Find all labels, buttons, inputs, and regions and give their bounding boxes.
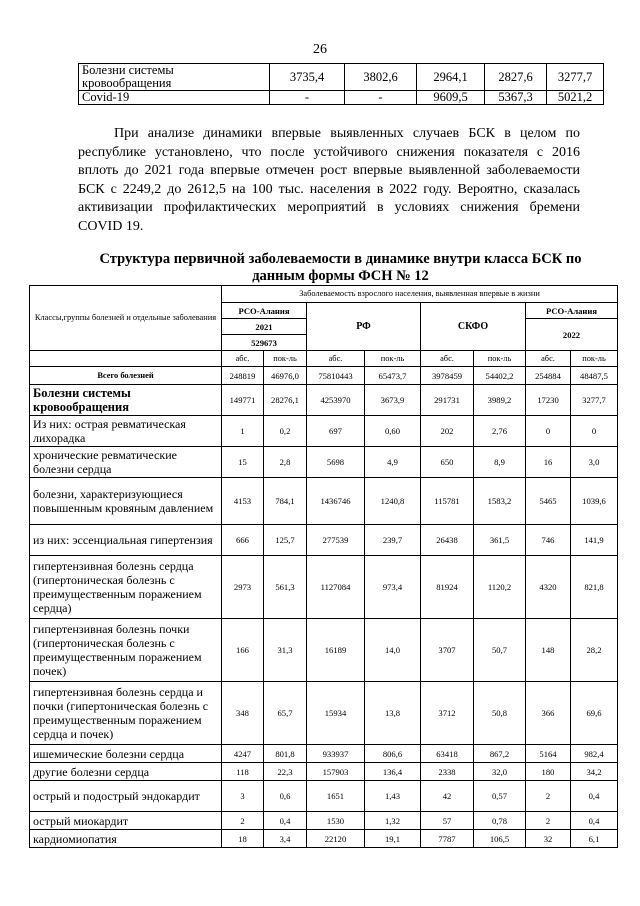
col-rate-header: пок-ль — [264, 351, 307, 367]
value-cell: 4153 — [222, 478, 264, 525]
value-cell: 16 — [526, 447, 571, 478]
value-cell: 697 — [307, 416, 365, 447]
value-cell: 13,8 — [365, 682, 421, 745]
value-cell: 801,8 — [264, 745, 307, 763]
table-row — [30, 367, 618, 385]
value-cell: 9609,5 — [417, 91, 485, 105]
row-label: кардиомиопатия — [30, 830, 222, 848]
value-cell: 1,32 — [365, 812, 421, 830]
value-cell: 3,4 — [264, 830, 307, 848]
value-cell: 248819 — [222, 367, 264, 385]
value-cell: 1583,2 — [474, 478, 526, 525]
value-cell: 3802,6 — [345, 64, 417, 91]
body-paragraph: При анализе динамики впервые выявленных случаев БСК в целом по республике установлено, что после устойчивого снижения показателя с 2016 вплоть до 2021 года впервые отмечен рост впервые выявленной заболеваемости БСК с 2249,2 до 2612,5 на 100 тыс. населения в 2022 году. Вероятно, сказалась активизации профилактических мероприятий в условиях снижения бремени COVID 19. — [78, 126, 580, 234]
value-cell: 867,2 — [474, 745, 526, 763]
value-cell: 180 — [526, 763, 571, 781]
value-cell: 746 — [526, 525, 571, 556]
value-cell: 2827,6 — [485, 64, 547, 91]
table-row — [30, 745, 618, 763]
value-cell: 46976,0 — [264, 367, 307, 385]
value-cell: 0,78 — [474, 812, 526, 830]
value-cell: 28,2 — [571, 619, 618, 682]
table-row — [79, 64, 604, 91]
value-cell: 239,7 — [365, 525, 421, 556]
value-cell: 0,2 — [264, 416, 307, 447]
value-cell: 982,4 — [571, 745, 618, 763]
value-cell: 32,0 — [474, 763, 526, 781]
value-cell: 22120 — [307, 830, 365, 848]
col-abs-header: абс. — [526, 351, 571, 367]
row-label: Из них: острая ревматическая лихорадка — [30, 416, 222, 447]
value-cell: 3989,2 — [474, 385, 526, 416]
value-cell: 31,3 — [264, 619, 307, 682]
value-cell: 348 — [222, 682, 264, 745]
value-cell: 3277,7 — [571, 385, 618, 416]
table-row — [30, 385, 618, 416]
row-label: другие болезни сердца — [30, 763, 222, 781]
value-cell: 19,1 — [365, 830, 421, 848]
value-cell: 48487,5 — [571, 367, 618, 385]
value-cell: 3978459 — [421, 367, 474, 385]
value-cell: 1039,6 — [571, 478, 618, 525]
value-cell: 1127084 — [307, 556, 365, 619]
value-cell: 3277,7 — [547, 64, 604, 91]
value-cell: 650 — [421, 447, 474, 478]
value-cell: 136,4 — [365, 763, 421, 781]
value-cell: 806,6 — [365, 745, 421, 763]
value-cell: 361,5 — [474, 525, 526, 556]
value-cell: 291731 — [421, 385, 474, 416]
value-cell: 2 — [222, 812, 264, 830]
value-cell: 1,43 — [365, 781, 421, 812]
value-cell: 3 — [222, 781, 264, 812]
value-cell: 366 — [526, 682, 571, 745]
value-cell: 34,2 — [571, 763, 618, 781]
value-cell: 15934 — [307, 682, 365, 745]
value-cell: 0,57 — [474, 781, 526, 812]
value-cell: 16189 — [307, 619, 365, 682]
value-cell: 4320 — [526, 556, 571, 619]
value-cell: 1530 — [307, 812, 365, 830]
value-cell: 32 — [526, 830, 571, 848]
value-cell: 2964,1 — [417, 64, 485, 91]
row-label: болезни, характеризующиеся повышенным кровяным давлением — [30, 478, 222, 525]
value-cell: 3673,9 — [365, 385, 421, 416]
value-cell: 157903 — [307, 763, 365, 781]
region-header-2021: РСО-Алания — [222, 303, 307, 319]
table-row — [30, 447, 618, 478]
value-cell: 821,8 — [571, 556, 618, 619]
row-label: из них: эссенциальная гипертензия — [30, 525, 222, 556]
value-cell: 118 — [222, 763, 264, 781]
value-cell: 2 — [526, 812, 571, 830]
value-cell: 202 — [421, 416, 474, 447]
value-cell: 18 — [222, 830, 264, 848]
value-cell: 3707 — [421, 619, 474, 682]
value-cell: 5367,3 — [485, 91, 547, 105]
value-cell: 5698 — [307, 447, 365, 478]
value-cell: 65473,7 — [365, 367, 421, 385]
value-cell: 973,4 — [365, 556, 421, 619]
value-cell: 0 — [571, 416, 618, 447]
value-cell: 561,3 — [264, 556, 307, 619]
region-header-2022: РСО-Алания — [526, 303, 618, 319]
value-cell: 2,76 — [474, 416, 526, 447]
value-cell: 933937 — [307, 745, 365, 763]
value-cell: 5164 — [526, 745, 571, 763]
value-cell: 2338 — [421, 763, 474, 781]
population-header: 529673 — [222, 335, 307, 351]
col-abs-header: абс. — [307, 351, 365, 367]
value-cell: 0,6 — [264, 781, 307, 812]
value-cell: 6,1 — [571, 830, 618, 848]
row-label: Болезни системы кровообращения — [30, 385, 222, 416]
value-cell: 8,9 — [474, 447, 526, 478]
value-cell: 106,5 — [474, 830, 526, 848]
table-row — [30, 781, 618, 812]
value-cell: 22,3 — [264, 763, 307, 781]
value-cell: 4247 — [222, 745, 264, 763]
span-header: Заболеваемость взрослого населения, выявленная впервые в жизни — [222, 286, 618, 303]
value-cell: 0,60 — [365, 416, 421, 447]
empty-cell — [30, 351, 222, 367]
value-cell: 254884 — [526, 367, 571, 385]
value-cell: 42 — [421, 781, 474, 812]
value-cell: - — [345, 91, 417, 105]
row-label: гипертензивная болезнь сердца и почки (гипертоническая болезнь с преимущественным поражением сердца и почек) — [30, 682, 222, 745]
value-cell: 125,7 — [264, 525, 307, 556]
table-row — [79, 91, 604, 105]
value-cell: 1651 — [307, 781, 365, 812]
value-cell: 28276,1 — [264, 385, 307, 416]
value-cell: 1 — [222, 416, 264, 447]
value-cell: 1120,2 — [474, 556, 526, 619]
value-cell: 2973 — [222, 556, 264, 619]
value-cell: 5021,2 — [547, 91, 604, 105]
row-label: гипертензивная болезнь сердца (гипертоническая болезнь с преимущественным поражением сердца) — [30, 556, 222, 619]
value-cell: 7787 — [421, 830, 474, 848]
row-label: хронические ревматические болезни сердца — [30, 447, 222, 478]
value-cell: 50,8 — [474, 682, 526, 745]
value-cell: 75810443 — [307, 367, 365, 385]
classes-header: Классы,группы болезней и отдельные заболевания — [30, 286, 222, 351]
value-cell: 115781 — [421, 478, 474, 525]
value-cell: 166 — [222, 619, 264, 682]
year-2022-header: 2022 — [526, 319, 618, 351]
table-title: Структура первичной заболеваемости в динамике внутри класса БСК по данным формы ФСН № 12 — [99, 251, 582, 284]
table-row — [30, 416, 618, 447]
value-cell: 54402,2 — [474, 367, 526, 385]
value-cell: - — [270, 91, 345, 105]
value-cell: 17230 — [526, 385, 571, 416]
col-abs-header: абс. — [222, 351, 264, 367]
value-cell: 2,8 — [264, 447, 307, 478]
value-cell: 3,0 — [571, 447, 618, 478]
value-cell: 5465 — [526, 478, 571, 525]
value-cell: 65,7 — [264, 682, 307, 745]
year-2021-header: 2021 — [222, 319, 307, 335]
value-cell: 57 — [421, 812, 474, 830]
value-cell: 15 — [222, 447, 264, 478]
row-label: острый и подострый эндокардит — [30, 781, 222, 812]
value-cell: 0,4 — [571, 812, 618, 830]
value-cell: 0 — [526, 416, 571, 447]
value-cell: 141,9 — [571, 525, 618, 556]
table-row — [30, 556, 618, 619]
row-label: Covid-19 — [79, 91, 270, 105]
value-cell: 0,4 — [264, 812, 307, 830]
value-cell: 4253970 — [307, 385, 365, 416]
value-cell: 149771 — [222, 385, 264, 416]
row-label: гипертензивная болезнь почки (гипертоническая болезнь с преимущественным поражением почек) — [30, 619, 222, 682]
col-rate-header: пок-ль — [365, 351, 421, 367]
top-table — [78, 63, 604, 105]
row-label: Всего болезней — [30, 367, 222, 385]
table-row — [30, 812, 618, 830]
col-rate-header: пок-ль — [474, 351, 526, 367]
page-number: 26 — [313, 42, 327, 57]
table-row — [30, 830, 618, 848]
value-cell: 69,6 — [571, 682, 618, 745]
rf-header: РФ — [307, 303, 421, 351]
value-cell: 14,0 — [365, 619, 421, 682]
table-row — [30, 478, 618, 525]
value-cell: 148 — [526, 619, 571, 682]
col-abs-header: абс. — [421, 351, 474, 367]
value-cell: 2 — [526, 781, 571, 812]
row-label: ишемические болезни сердца — [30, 745, 222, 763]
value-cell: 81924 — [421, 556, 474, 619]
value-cell: 1240,8 — [365, 478, 421, 525]
value-cell: 63418 — [421, 745, 474, 763]
table-row — [30, 525, 618, 556]
value-cell: 3712 — [421, 682, 474, 745]
value-cell: 4,9 — [365, 447, 421, 478]
table-row — [30, 763, 618, 781]
table-row — [30, 619, 618, 682]
value-cell: 50,7 — [474, 619, 526, 682]
value-cell: 666 — [222, 525, 264, 556]
value-cell: 784,1 — [264, 478, 307, 525]
row-label: Болезни системы кровообращения — [79, 64, 270, 91]
skfo-header: СКФО — [421, 303, 526, 351]
value-cell: 0,4 — [571, 781, 618, 812]
morbidity-table — [29, 285, 618, 848]
table-row — [30, 682, 618, 745]
value-cell: 3735,4 — [270, 64, 345, 91]
value-cell: 1436746 — [307, 478, 365, 525]
col-rate-header: пок-ль — [571, 351, 618, 367]
value-cell: 26438 — [421, 525, 474, 556]
row-label: острый миокардит — [30, 812, 222, 830]
value-cell: 277539 — [307, 525, 365, 556]
